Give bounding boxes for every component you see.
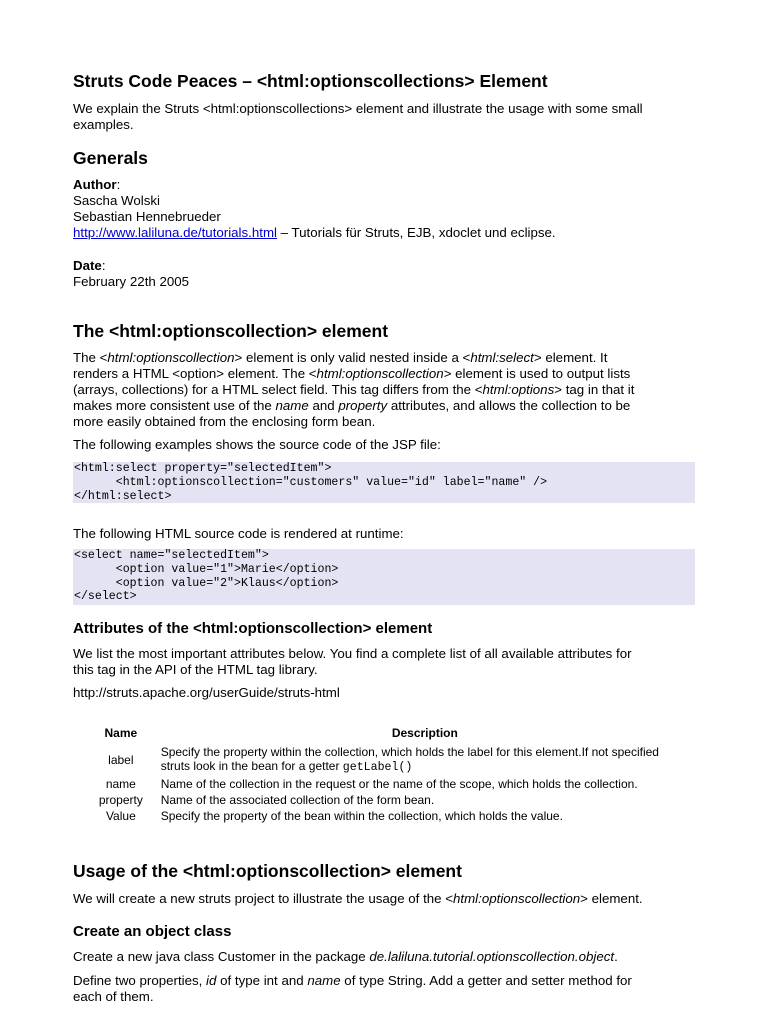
attribute-description: Name of the collection in the request or the name of the scope, which holds the collection. (160, 777, 638, 791)
code-line: <option value="2">Klaus</option> (74, 576, 339, 590)
attribute-name: label (108, 753, 134, 767)
tutorials-link[interactable]: http://www.laliluna.de/tutorials.html (73, 225, 277, 240)
attribute-name: Value (105, 809, 136, 823)
tutorials-link-suffix: – Tutorials für Struts, EJB, xdoclet und eclipse. (276, 225, 556, 240)
runtime-code-intro: The following HTML source code is rendered at runtime: (73, 526, 404, 541)
usage-paragraph: We will create a new struts project to illustrate the usage of the <html:optionscollection> element. (73, 891, 643, 906)
page-title: Struts Code Peaces – <html:optionscollections> Element (73, 71, 548, 91)
table-row (87, 792, 695, 808)
code-line: </html:select> (74, 489, 172, 503)
attribute-description: Specify the property of the bean within the collection, which holds the value. (160, 809, 563, 823)
author-name: Sebastian Hennebrueder (73, 209, 221, 224)
attributes-paragraph: We list the most important attributes below. You find a complete list of all available attributes for this tag in the API of the HTML tag library. (73, 646, 632, 677)
date-block: Date: February 22th 2005 (73, 258, 695, 290)
table-row (87, 744, 695, 776)
attribute-name: name (105, 777, 136, 791)
table-row (87, 808, 695, 824)
attributes-heading: Attributes of the <html:optionscollection> element (73, 620, 433, 637)
code-line: </select> (74, 590, 137, 604)
date-label: Date (73, 258, 102, 273)
html-code-block (73, 549, 695, 605)
attribute-description: Specify the property within the collection, which holds the label for this element.If not specified struts look in the bean for a getter getLabel() (160, 745, 659, 774)
author-label: Author (73, 177, 117, 192)
code-line: <html:select property="selectedItem"> (74, 462, 332, 475)
code-line: <select name="selectedItem"> (74, 549, 269, 562)
table-row (87, 776, 695, 792)
section-heading-optionscollection: The <html:optionscollection> element (73, 321, 389, 341)
author-name: Sascha Wolski (73, 193, 160, 208)
usage-heading: Usage of the <html:optionscollection> element (73, 861, 462, 881)
generals-heading: Generals (73, 148, 148, 168)
attribute-description: Name of the associated collection of the form bean. (160, 793, 435, 807)
table-header-row (87, 726, 695, 744)
code-line: <html:optionscollection="customers" value="id" label="name" /> (74, 475, 548, 489)
column-header-name: Name (104, 726, 138, 740)
code-line: <option value="1">Marie</option> (74, 562, 339, 576)
date-value: February 22th 2005 (73, 274, 190, 289)
intro-paragraph: We explain the Struts <html:optionscollections> element and illustrate the usage with some small examples. (73, 101, 643, 132)
object-class-heading: Create an object class (73, 923, 232, 940)
attributes-table (87, 726, 695, 824)
object-class-paragraph-2: Define two properties, id of type int and name of type String. Add a getter and setter method for each of them. (73, 973, 632, 1004)
optionscollection-description: The <html:optionscollection> element is only valid nested inside a <html:select> element. It renders a HTML <option> element. The <html:optionscollection> element is used to output lists (arrays, collections) for a HTML select field. This tag differs from the <html:options> tag in that it makes more consistent use of the name and property attributes, and allows the collection to be more easily obtained from the enclosing form bean. (73, 350, 635, 429)
author-block: Author: Sascha Wolski Sebastian Hennebrueder http://www.laliluna.de/tutorials.html – Tutorials für Struts, EJB, xdoclet und eclipse. (73, 177, 695, 241)
attribute-name: property (98, 793, 143, 807)
column-header-description: Description (391, 726, 458, 740)
object-class-paragraph-1: Create a new java class Customer in the package de.laliluna.tutorial.optionscollection.object. (73, 949, 618, 964)
jsp-code-block (73, 462, 695, 503)
jsp-code-intro: The following examples shows the source code of the JSP file: (73, 437, 441, 452)
struts-api-url: http://struts.apache.org/userGuide/struts-html (73, 685, 340, 700)
